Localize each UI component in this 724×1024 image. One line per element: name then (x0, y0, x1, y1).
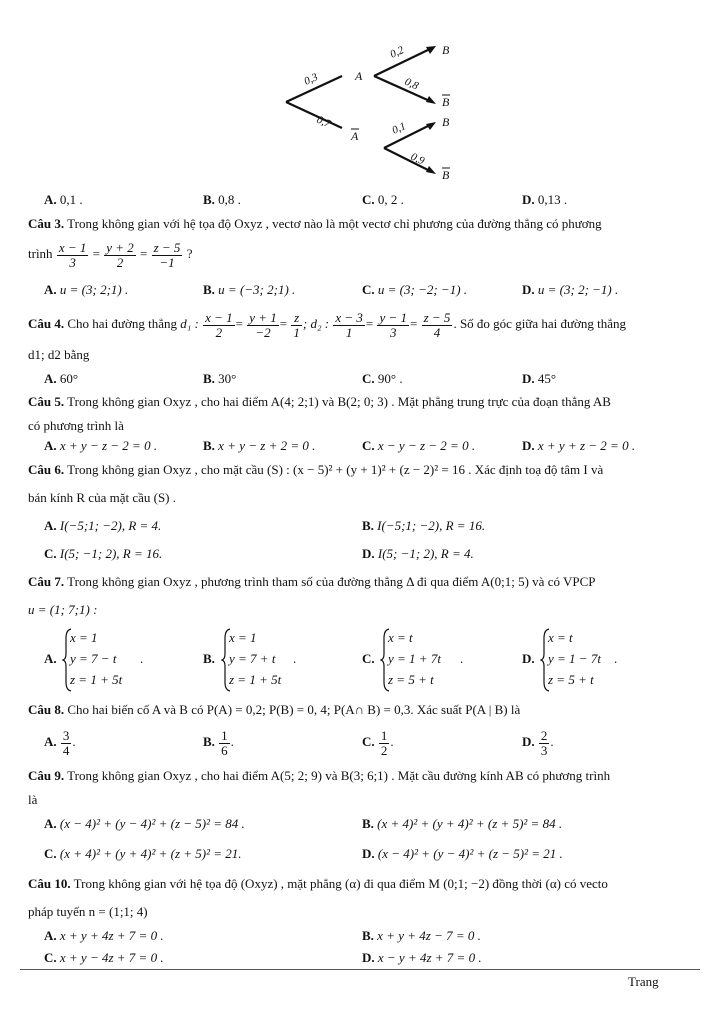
q6-line-2: bán kính R của mặt cầu (S) . (28, 490, 177, 505)
q2-option-d[interactable]: D. 0,13 . (522, 192, 568, 207)
q10-line-2: pháp tuyến n = (1;1; 4) (28, 904, 148, 919)
q8-option-d[interactable]: D. $\frac{2}{3}$ . (522, 727, 554, 758)
q9-line-1: Câu 9. Trong không gian Oxyz , cho hai điểm A(5; 2; 9) và B(3; 6;1) . Mặt cầu đường kính AB có phương trình (28, 768, 611, 783)
tree-prob-notB-given-A: 0,8 (402, 75, 421, 93)
q3-option-c[interactable]: C. u = (3; −2; −1) . (362, 282, 468, 297)
q6-option-a[interactable]: A. I(−5;1; −2), R = 4. (44, 518, 162, 533)
q8-option-b[interactable]: B. $\frac{1}{6}$ . (203, 727, 234, 758)
fraction: $\frac{x - 3}{1}$ (335, 309, 363, 340)
fraction: $\frac{3}{4}$ (62, 727, 70, 758)
fraction: $\frac{x - 1}{2}$ (205, 309, 233, 340)
q6-option-b[interactable]: B. I(−5;1; −2), R = 16. (362, 518, 486, 533)
tree-prob-notA: 0,7 (314, 113, 333, 131)
q9-option-c[interactable]: C. (x + 4)² + (y + 4)² + (z + 5)² = 21. (44, 846, 242, 861)
q3-option-a[interactable]: A. u = (3; 2;1) . (44, 282, 129, 297)
fraction: $\frac{x - 1}{3}$ (58, 239, 87, 270)
arrow-head-icon (426, 122, 436, 130)
q6-option-d[interactable]: D. I(5; −1; 2), R = 4. (362, 546, 474, 561)
q9-option-d[interactable]: D. (x − 4)² + (y − 4)² + (z − 5)² = 21 . (362, 846, 563, 861)
q5-option-d[interactable]: D. x + y + z − 2 = 0 . (522, 438, 636, 453)
q3-line-1: Câu 3. Trong không gian với hệ tọa độ Oxyz , vectơ nào là một vectơ chỉ phương của đường thẳng có phương (28, 216, 602, 231)
tree-branch-notA-notB (384, 148, 432, 172)
q2-option-c[interactable]: C. 0, 2 . (362, 192, 404, 207)
q3-option-d[interactable]: D. u = (3; 2; −1) . (522, 282, 619, 297)
fraction: $\frac{z}{1}$ (293, 309, 300, 340)
fraction: $\frac{y - 1}{3}$ (379, 309, 407, 340)
q2-option-a[interactable]: A. 0,1 . (44, 192, 83, 207)
tree-node-A: A (355, 69, 363, 83)
q7-line-1: Câu 7. Trong không gian Oxyz , phương trình tham số của đường thẳng Δ đi qua điểm A(0;1; 5) và có VPCP (28, 574, 596, 589)
tree-branch-A-notB (374, 76, 432, 102)
q5-option-b[interactable]: B. x + y − z + 2 = 0 . (203, 438, 316, 453)
q8-line-1: Câu 8. Cho hai biến cố A và B có P(A) = 0,2; P(B) = 0, 4; P(A∩ B) = 0,3. Xác suất P(A | B) là (28, 702, 521, 717)
q6-line-1: Câu 6. Trong không gian Oxyz , cho mặt cầu (S) : (x − 5)² + (y + 1)² + (z − 2)² = 16 . Xác định toạ độ tâm I và (28, 462, 604, 477)
footer-divider (20, 969, 700, 970)
q9-option-b[interactable]: B. (x + 4)² + (y + 4)² + (z + 5)² = 84 . (362, 816, 563, 831)
fraction: $\frac{1}{2}$ (380, 727, 388, 758)
tree-node-notA: A (351, 129, 359, 143)
q7-line-2: u = (1; 7;1) : (28, 602, 98, 617)
tree-prob-B-given-notA: 0,1 (390, 120, 408, 137)
tree-node-B: B (442, 43, 450, 57)
q5-option-a[interactable]: A. x + y − z − 2 = 0 . (44, 438, 158, 453)
fraction: $\frac{y + 2}{2}$ (106, 239, 134, 270)
q9-option-a[interactable]: A. (x − 4)² + (y − 4)² + (z − 5)² = 84 . (44, 816, 245, 831)
fraction: $\frac{2}{3}$ (540, 727, 548, 758)
fraction: $\frac{z - 5}{4}$ (423, 309, 451, 340)
q2-option-b[interactable]: B. 0,8 . (203, 192, 241, 207)
q4-option-d[interactable]: D. 45° (522, 371, 557, 386)
q5-line-2: có phương trình là (28, 418, 124, 433)
arrow-head-icon (426, 96, 436, 104)
q5-line-1: Câu 5. Trong không gian Oxyz , cho hai điểm A(4; 2;1) và B(2; 0; 3) . Mặt phẳng trung trực của đoạn thẳng AB (28, 394, 611, 409)
tree-prob-B-given-A: 0,2 (388, 44, 406, 61)
q4-option-c[interactable]: C. 90° . (362, 371, 403, 386)
tree-node-notB: B (442, 95, 450, 109)
q9-line-2: là (28, 792, 38, 807)
q8-option-c[interactable]: C. $\frac{1}{2}$ . (362, 727, 394, 758)
arrow-head-icon (426, 166, 436, 174)
tree-prob-A: 0,3 (302, 71, 320, 88)
fraction: $\frac{z - 5}{-1}$ (153, 239, 181, 270)
q6-option-c[interactable]: C. I(5; −1; 2), R = 16. (44, 546, 163, 561)
fraction: $\frac{1}{6}$ (221, 727, 228, 758)
q10-option-b[interactable]: B. x + y + 4z − 7 = 0 . (362, 928, 481, 943)
tree-node-B: B (442, 115, 450, 129)
q4-line-2: d1; d2 bằng (28, 347, 90, 362)
q4-option-b[interactable]: B. 30° (203, 371, 237, 386)
q3-option-b[interactable]: B. u = (−3; 2;1) . (203, 282, 296, 297)
q4-option-a[interactable]: A. 60° (44, 371, 79, 386)
q10-option-c[interactable]: C. x + y − 4z + 7 = 0 . (44, 950, 164, 965)
q10-option-d[interactable]: D. x − y + 4z + 7 = 0 . (362, 950, 482, 965)
page-footer-label: Trang (628, 974, 659, 989)
q4-line-1: Câu 4. Cho hai đường thẳng d₁ : $\frac{x - 1}{2}$ = $\frac{y + 1}{-2}$ = $\frac{z}{1}$ ; d₂ : $\frac{x - 3}{1}$ = $\frac{y - 1}{3}$ = $\frac{z - 5}{4}$ . Số đo góc giữa hai đường thẳng (28, 309, 627, 340)
probability-tree-diagram (270, 36, 470, 188)
q5-option-c[interactable]: C. x − y − z − 2 = 0 . (362, 438, 476, 453)
q10-line-1: Câu 10. Trong không gian với hệ tọa độ (Oxyz) , mặt phẳng (α) đi qua điểm M (0;1; −2) đồng thời (α) có vecto (28, 876, 608, 891)
q8-option-a[interactable]: A. $\frac{3}{4}$ . (44, 727, 76, 758)
tree-node-notB: B (442, 168, 450, 182)
q10-option-a[interactable]: A. x + y + 4z + 7 = 0 . (44, 928, 164, 943)
tree-prob-notB-given-notA: 0,9 (408, 150, 427, 168)
q3-line-2: trình $\frac{x - 1}{3}$ = $\frac{y + 2}{2}$ = $\frac{z - 5}{-1}$ ? (28, 239, 193, 270)
fraction: $\frac{y + 1}{-2}$ (249, 309, 277, 340)
